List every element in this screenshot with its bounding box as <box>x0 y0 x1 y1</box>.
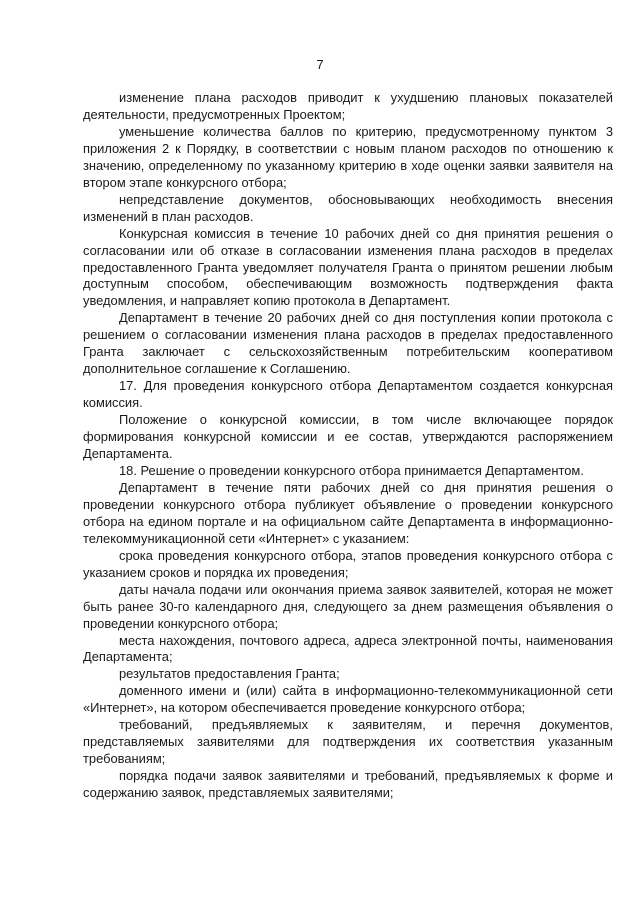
paragraph-domain-name: доменного имени и (или) сайта в информационно-телекоммуникационной сети «Интернет», на котором обеспечивается проведение конкурсного отбора; <box>83 683 613 716</box>
paragraph-applicant-requirements: требований, предъявляемых к заявителям, и перечня документов, представляемых заявителями для подтверждения их соответствия указанным требованиям; <box>83 717 613 767</box>
paragraph-item-17: 17. Для проведения конкурсного отбора Департаментом создается конкурсная комиссия. <box>83 378 613 411</box>
paragraph-department-address: места нахождения, почтового адреса, адреса электронной почты, наименования Департамента; <box>83 632 613 665</box>
paragraph-documents-not-submitted: непредставление документов, обосновывающих необходимость внесения изменений в план расходов. <box>83 191 613 224</box>
paragraph-application-dates: даты начала подачи или окончания приема заявок заявителей, которая не может быть ранее 30-го календарного дня, следующего за днем размещения объявления о проведении конкурсного отбора; <box>83 581 613 631</box>
paragraph-grant-results: результатов предоставления Гранта; <box>119 666 340 682</box>
page-number: 7 <box>316 57 324 72</box>
paragraph-application-procedure: порядка подачи заявок заявителями и требований, предъявляемых к форме и содержанию заявок, представляемых заявителями; <box>83 768 613 801</box>
document-body <box>83 90 613 802</box>
paragraph-expense-plan-worsening: изменение плана расходов приводит к ухудшению плановых показателей деятельности, предусмотренных Проектом; <box>83 90 613 122</box>
paragraph-commission-notification: Конкурсная комиссия в течение 10 рабочих дней со дня принятия решения о согласовании или об отказе в согласовании изменения плана расходов в пределах предоставленного Гранта уведомляет получателя Гранта о принятом решении любым доступным способом, обеспечивающим возможность подтверждения факта уведомления, и направляет копию протокола в Департамент. <box>83 225 613 309</box>
paragraph-announcement-publication: Департамент в течение пяти рабочих дней со дня принятия решения о проведении конкурсного отбора публикует объявление о проведении конкурсного отбора на едином портале и на официальном сайте Департамента в информационно-телекоммуникационной сети «Интернет» с указанием: <box>83 479 613 546</box>
paragraph-item-18: 18. Решение о проведении конкурсного отбора принимается Департаментом. <box>119 462 584 478</box>
paragraph-score-reduction: уменьшение количества баллов по критерию, предусмотренному пунктом 3 приложения 2 к Порядку, в соответствии с новым планом расходов по отношению к значению, определенному по указанному критерию в ходе оценки заявки заявителя на втором этапе конкурсного отбора; <box>83 123 613 190</box>
paragraph-department-agreement: Департамент в течение 20 рабочих дней со дня поступления копии протокола с решением о согласовании изменения плана расходов в пределах предоставленного Гранта заключает с сельскохозяйственным потребительским кооперативом дополнительное соглашение к Соглашению. <box>83 310 613 377</box>
paragraph-commission-regulation: Положение о конкурсной комиссии, в том числе включающее порядок формирования конкурсной комиссии и ее состав, утверждаются распоряжением Департамента. <box>83 412 613 462</box>
paragraph-selection-period: срока проведения конкурсного отбора, этапов проведения конкурсного отбора с указанием сроков и порядка их проведения; <box>83 547 613 580</box>
